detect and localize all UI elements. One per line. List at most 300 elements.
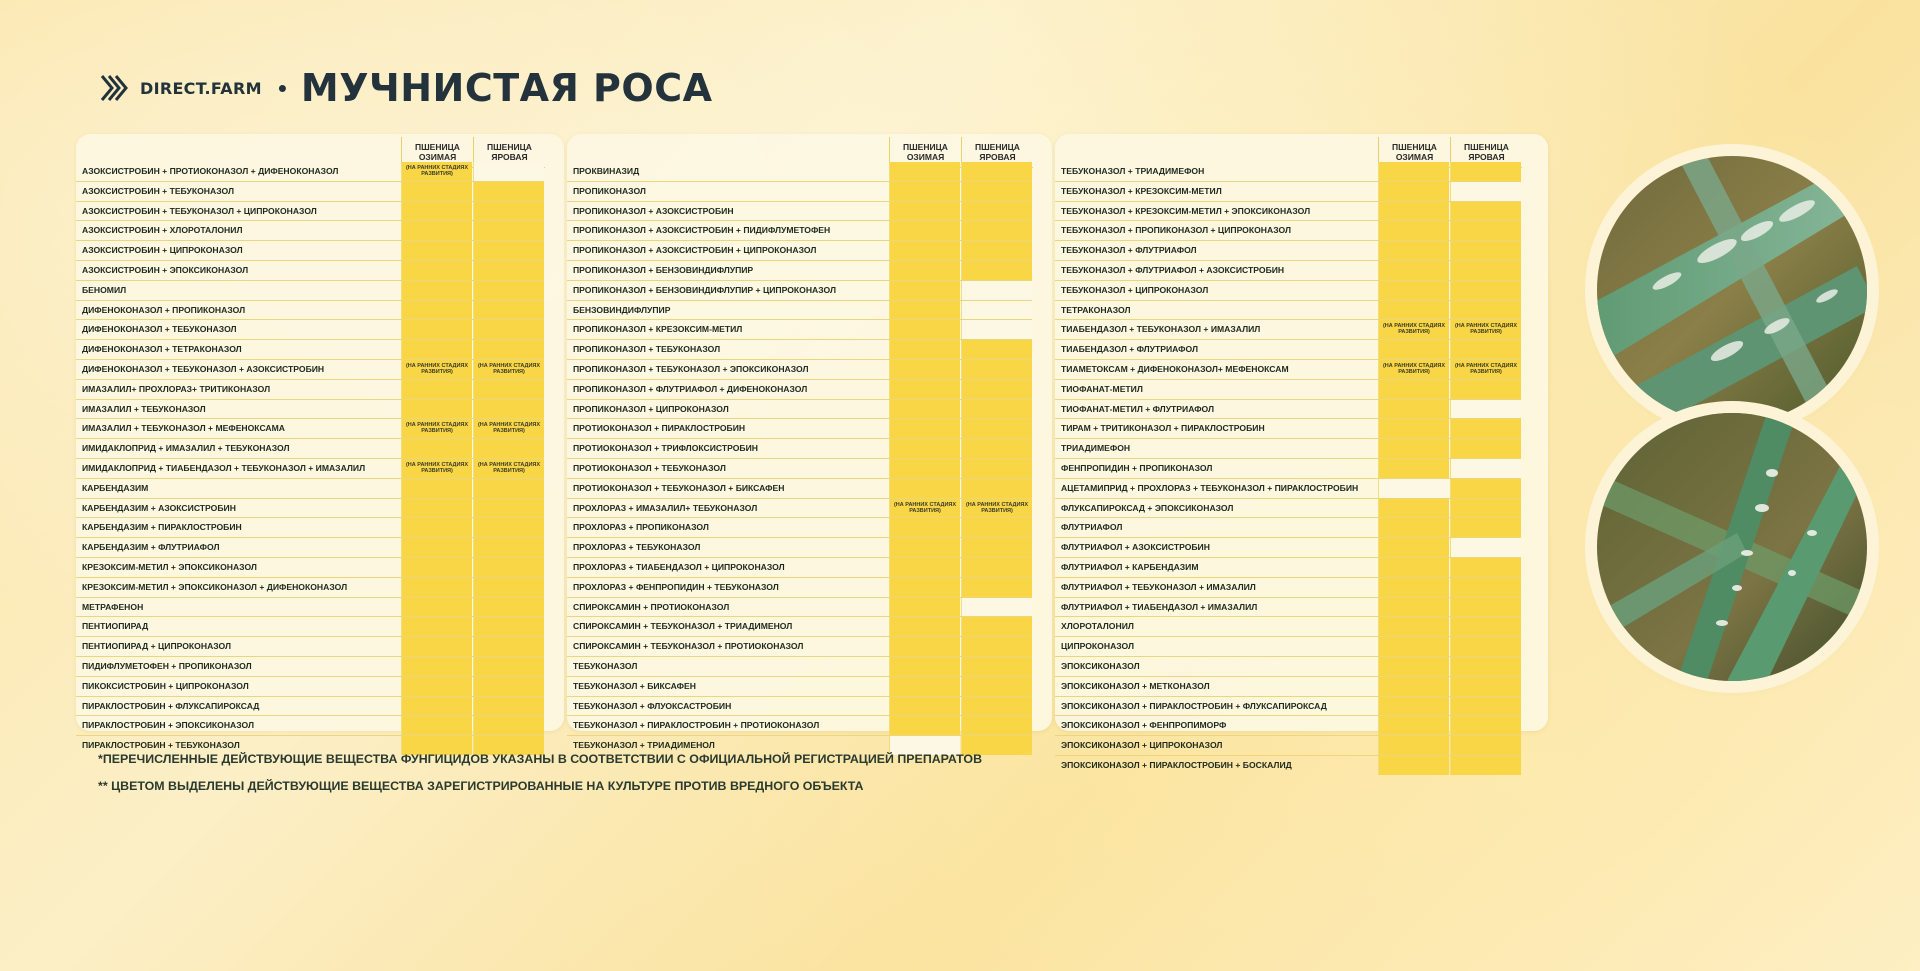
active-substance-name: ТИОФАНАТ-МЕТИЛ + ФЛУТРИАФОЛ [1061,403,1215,414]
spring-wheat-cell [961,261,1032,280]
footnotes [98,752,982,806]
spring-wheat-cell [473,697,544,716]
winter-wheat-cell [889,281,960,300]
spring-wheat-cell [1450,499,1521,518]
table-row [567,439,1032,459]
column-header-spring-wheat-line2: ЯРОВАЯ [1468,152,1505,162]
active-substance-name: АЗОКСИСТРОБИН + ЦИПРОКОНАЗОЛ [82,245,243,256]
winter-wheat-cell [401,301,472,320]
active-substance-name: ПРОПИКОНАЗОЛ + АЗОКСИСТРОБИН + ЦИПРОКОНАЗОЛ [573,245,817,256]
active-substance-name: МЕТРАФЕНОН [82,601,144,612]
active-substance-name: КАРБЕНДАЗИМ + ПИРАКЛОСТРОБИН [82,522,242,533]
spring-wheat-cell [473,380,544,399]
table-row [1055,499,1521,519]
winter-wheat-cell [401,578,472,597]
spring-wheat-cell [473,439,544,458]
winter-wheat-cell [889,677,960,696]
table-rows [76,162,544,755]
active-substance-name: ТЕБУКОНАЗОЛ + КРЕЗОКСИМ-МЕТИЛ + ЭПОКСИКОНАЗОЛ [1061,205,1311,216]
early-stage-note: (НА РАННИХ СТАДИЯХ РАЗВИТИЯ) [405,165,469,177]
table-row [1055,657,1521,677]
table-row [76,617,544,637]
spring-wheat-cell [473,419,544,438]
table-row [567,202,1032,222]
winter-wheat-cell [889,499,960,518]
spring-wheat-cell [1450,380,1521,399]
active-substance-name: ФЛУТРИАФОЛ + ТЕБУКОНАЗОЛ + ИМАЗАЛИЛ [1061,581,1256,592]
table-row [76,320,544,340]
active-substance-name: ПРОПИКОНАЗОЛ + БЕНЗОВИНДИФЛУПИР [573,264,754,275]
winter-wheat-cell [1378,716,1449,735]
active-substance-name: СПИРОКСАМИН + ТЕБУКОНАЗОЛ + ПРОТИОКОНАЗОЛ [573,641,804,652]
active-substance-name: АЗОКСИСТРОБИН + ЭПОКСИКОНАЗОЛ [82,264,249,275]
active-substance-name: ПРОПИКОНАЗОЛ + АЗОКСИСТРОБИН + ПИДИФЛУМЕТОФЕН [573,225,831,236]
spring-wheat-cell [961,459,1032,478]
active-substance-name: ДИФЕНОКОНАЗОЛ + ТЕТРАКОНАЗОЛ [82,344,242,355]
table-row [76,241,544,261]
active-substance-name: ПРОПИКОНАЗОЛ + ФЛУТРИАФОЛ + ДИФЕНОКОНАЗОЛ [573,383,808,394]
spring-wheat-cell [961,697,1032,716]
table-row [567,479,1032,499]
winter-wheat-cell [1378,380,1449,399]
winter-wheat-cell [889,558,960,577]
spring-wheat-cell [1450,162,1521,181]
active-substance-name: ФЛУТРИАФОЛ + АЗОКСИСТРОБИН [1061,542,1210,553]
winter-wheat-cell [1378,697,1449,716]
winter-wheat-cell [401,261,472,280]
spring-wheat-cell [473,182,544,201]
spring-wheat-cell [961,439,1032,458]
table-row [76,578,544,598]
winter-wheat-cell [1378,578,1449,597]
table-row [1055,241,1521,261]
footnote-registration: *ПЕРЕЧИСЛЕННЫЕ ДЕЙСТВУЮЩИЕ ВЕЩЕСТВА ФУНГИЦИДОВ УКАЗАНЫ В СООТВЕТСТВИИ С ОФИЦИАЛЬНОЙ РЕГИСТРАЦИЕЙ ПРЕПАРАТОВ [98,752,983,766]
active-substance-name: ТЕБУКОНАЗОЛ + ЦИПРОКОНАЗОЛ [1061,284,1209,295]
table-row [567,301,1032,321]
active-substance-name: КАРБЕНДАЗИМ + ФЛУТРИАФОЛ [82,542,220,553]
table-row [1055,182,1521,202]
winter-wheat-cell [1378,400,1449,419]
winter-wheat-cell [889,697,960,716]
winter-wheat-cell [889,637,960,656]
active-substance-name: ПИРАКЛОСТРОБИН + ФЛУКСАПИРОКСАД [82,700,260,711]
winter-wheat-cell [401,202,472,221]
spring-wheat-cell [1450,479,1521,498]
table-rows [1055,162,1521,775]
spring-wheat-cell [1450,518,1521,537]
spring-wheat-cell [473,716,544,735]
active-substance-name: ТИАБЕНДАЗОЛ + ТЕБУКОНАЗОЛ + ИМАЗАЛИЛ [1061,324,1261,335]
spring-wheat-cell [1450,439,1521,458]
winter-wheat-cell [889,360,960,379]
table-row [1055,340,1521,360]
table-row [1055,162,1521,182]
table-row [76,459,544,479]
table-row [567,281,1032,301]
active-substance-name: СПИРОКСАМИН + ТЕБУКОНАЗОЛ + ТРИАДИМЕНОЛ [573,621,793,632]
spring-wheat-cell [1450,340,1521,359]
spring-wheat-cell [961,677,1032,696]
winter-wheat-cell [401,598,472,617]
active-substance-name: ТИАБЕНДАЗОЛ + ФЛУТРИАФОЛ [1061,344,1199,355]
table-row [1055,261,1521,281]
table-row [567,499,1032,519]
table-row [1055,419,1521,439]
table-row [76,598,544,618]
active-substance-name: АЗОКСИСТРОБИН + ТЕБУКОНАЗОЛ [82,185,234,196]
spring-wheat-cell [961,716,1032,735]
active-substance-name: КАРБЕНДАЗИМ + АЗОКСИСТРОБИН [82,502,236,513]
active-substance-name: ЭПОКСИКОНАЗОЛ + МЕТКОНАЗОЛ [1061,680,1210,691]
active-substance-name: ЦИПРОКОНАЗОЛ [1061,641,1135,652]
winter-wheat-cell [1378,182,1449,201]
active-substance-name: ФЛУТРИАФОЛ + ТИАБЕНДАЗОЛ + ИМАЗАЛИЛ [1061,601,1258,612]
table-row [1055,459,1521,479]
column-header-spring-wheat-line1: ПШЕНИЦА [487,142,532,152]
active-substance-name: ПРОТИОКОНАЗОЛ + ПИРАКЛОСТРОБИН [573,423,746,434]
early-stage-note: (НА РАННИХ СТАДИЯХ РАЗВИТИЯ) [477,461,541,474]
table-row [567,637,1032,657]
winter-wheat-cell [889,459,960,478]
active-substance-name: ПЕНТИОПИРАД + ЦИПРОКОНАЗОЛ [82,641,232,652]
winter-wheat-cell [889,400,960,419]
winter-wheat-cell [1378,340,1449,359]
winter-wheat-cell [889,221,960,240]
column-header-winter-wheat-line1: ПШЕНИЦА [1392,142,1437,152]
table-row [567,241,1032,261]
spring-wheat-cell [1450,657,1521,676]
spring-wheat-cell [1450,221,1521,240]
fungicide-table-3 [1055,134,1548,770]
winter-wheat-cell [1378,360,1449,379]
spring-wheat-cell [961,419,1032,438]
table-row [76,301,544,321]
spring-wheat-cell [473,162,544,181]
winter-wheat-cell [1378,439,1449,458]
spring-wheat-cell [1450,241,1521,260]
active-substance-name: АЦЕТАМИПРИД + ПРОХЛОРАЗ + ТЕБУКОНАЗОЛ + ПИРАКЛОСТРОБИН [1061,482,1359,493]
spring-wheat-cell [1450,756,1521,775]
table-row [567,518,1032,538]
active-substance-name: ТЕБУКОНАЗОЛ + ПРОПИКОНАЗОЛ + ЦИПРОКОНАЗОЛ [1061,225,1291,236]
spring-wheat-cell [1450,400,1521,419]
early-stage-note: (НА РАННИХ СТАДИЯХ РАЗВИТИЯ) [1454,362,1518,375]
winter-wheat-cell [889,538,960,557]
active-substance-name: ПРОТИОКОНАЗОЛ + ТРИФЛОКСИСТРОБИН [573,443,758,454]
spring-wheat-cell [961,617,1032,636]
winter-wheat-cell [889,518,960,537]
early-stage-note: (НА РАННИХ СТАДИЯХ РАЗВИТИЯ) [477,362,541,375]
active-substance-name: ПИРАКЛОСТРОБИН + ЭПОКСИКОНАЗОЛ [82,720,254,731]
winter-wheat-cell [1378,657,1449,676]
active-substance-name: ПРОКВИНАЗИД [573,166,640,176]
table-row [567,162,1032,182]
fungicide-table-2 [567,134,1052,751]
spring-wheat-cell [1450,360,1521,379]
active-substance-name: ТЕБУКОНАЗОЛ + ТРИАДИМЕНОЛ [573,740,715,751]
winter-wheat-cell [401,479,472,498]
table-row [567,400,1032,420]
table-row [567,558,1032,578]
active-substance-name: АЗОКСИСТРОБИН + ХЛОРОТАЛОНИЛ [82,225,243,236]
active-substance-name: ДИФЕНОКОНАЗОЛ + ТЕБУКОНАЗОЛ + АЗОКСИСТРОБИН [82,363,325,374]
spring-wheat-cell [473,558,544,577]
active-substance-name: КРЕЗОКСИМ-МЕТИЛ + ЭПОКСИКОНАЗОЛ [82,561,257,572]
active-substance-name: АЗОКСИСТРОБИН + ТЕБУКОНАЗОЛ + ЦИПРОКОНАЗОЛ [82,205,317,216]
spring-wheat-cell [473,400,544,419]
winter-wheat-cell [1378,459,1449,478]
winter-wheat-cell [1378,756,1449,775]
winter-wheat-cell [889,202,960,221]
table-row [76,221,544,241]
table-row [1055,439,1521,459]
winter-wheat-cell [1378,281,1449,300]
table-row [567,360,1032,380]
winter-wheat-cell [401,558,472,577]
spring-wheat-cell [961,657,1032,676]
table-row [1055,637,1521,657]
active-substance-name: БЕНЗОВИНДИФЛУПИР [573,304,671,315]
winter-wheat-cell [1378,499,1449,518]
spring-wheat-cell [1450,617,1521,636]
spring-wheat-cell [1450,320,1521,339]
table-row [567,578,1032,598]
active-substance-name: ПРОТИОКОНАЗОЛ + ТЕБУКОНАЗОЛ [573,462,726,473]
spring-wheat-cell [961,400,1032,419]
table-row [1055,380,1521,400]
column-header-winter-wheat-line2: ОЗИМАЯ [418,152,457,162]
winter-wheat-cell [401,518,472,537]
spring-wheat-cell [961,479,1032,498]
active-substance-name: ТИАМЕТОКСАМ + ДИФЕНОКОНАЗОЛ+ МЕФЕНОКСАМ [1061,363,1289,374]
spring-wheat-cell [473,241,544,260]
brand-logo[interactable] [100,73,262,103]
winter-wheat-cell [1378,202,1449,221]
spring-wheat-cell [1450,459,1521,478]
table-row [76,479,544,499]
spring-wheat-cell [473,617,544,636]
winter-wheat-cell [1378,221,1449,240]
table-row [76,657,544,677]
active-substance-name: ФЕНПРОПИДИН + ПРОПИКОНАЗОЛ [1061,462,1213,473]
spring-wheat-cell [473,202,544,221]
table-row [567,617,1032,637]
winter-wheat-cell [889,241,960,260]
early-stage-note: (НА РАННИХ СТАДИЯХ РАЗВИТИЯ) [405,362,469,375]
table-row [567,419,1032,439]
winter-wheat-cell [1378,736,1449,755]
spring-wheat-cell [473,360,544,379]
spring-wheat-cell [961,380,1032,399]
spring-wheat-cell [1450,301,1521,320]
winter-wheat-cell [401,281,472,300]
winter-wheat-cell [889,598,960,617]
spring-wheat-cell [1450,538,1521,557]
table-row [1055,400,1521,420]
spring-wheat-cell [961,301,1032,320]
early-stage-note: (НА РАННИХ СТАДИЯХ РАЗВИТИЯ) [965,501,1029,514]
winter-wheat-cell [401,241,472,260]
spring-wheat-cell [473,301,544,320]
spring-wheat-cell [961,578,1032,597]
winter-wheat-cell [1378,419,1449,438]
active-substance-name: ПИКОКСИСТРОБИН + ЦИПРОКОНАЗОЛ [82,680,249,691]
table-row [76,538,544,558]
winter-wheat-cell [889,340,960,359]
table-row [567,697,1032,717]
table-row [1055,598,1521,618]
winter-wheat-cell [401,162,472,181]
table-row [76,360,544,380]
winter-wheat-cell [1378,558,1449,577]
table-row [76,340,544,360]
active-substance-name: ИМАЗАЛИЛ+ ПРОХЛОРАЗ+ ТРИТИКОНАЗОЛ [82,383,271,394]
active-substance-name: ИМАЗАЛИЛ + ТЕБУКОНАЗОЛ [82,403,206,414]
winter-wheat-cell [401,182,472,201]
spring-wheat-cell [473,578,544,597]
table-row [1055,697,1521,717]
winter-wheat-cell [401,340,472,359]
active-substance-name: ТЕБУКОНАЗОЛ + ФЛУТРИАФОЛ [1061,245,1197,256]
footnote-color-legend: ** ЦВЕТОМ ВЫДЕЛЕНЫ ДЕЙСТВУЮЩИЕ ВЕЩЕСТВА ЗАРЕГИСТРИРОВАННЫЕ НА КУЛЬТУРЕ ПРОТИВ ВРЕДНОГО ОБЪЕКТА [98,779,864,793]
winter-wheat-cell [401,716,472,735]
spring-wheat-cell [961,221,1032,240]
winter-wheat-cell [401,499,472,518]
winter-wheat-cell [889,261,960,280]
winter-wheat-cell [889,301,960,320]
spring-wheat-cell [961,340,1032,359]
active-substance-name: ПРОПИКОНАЗОЛ + ТЕБУКОНАЗОЛ + ЭПОКСИКОНАЗОЛ [573,363,809,374]
table-row [567,221,1032,241]
table-row [76,558,544,578]
winter-wheat-cell [1378,301,1449,320]
spring-wheat-cell [473,221,544,240]
winter-wheat-cell [889,162,960,181]
active-substance-name: ПИРАКЛОСТРОБИН + ТЕБУКОНАЗОЛ [82,740,240,751]
spring-wheat-cell [1450,182,1521,201]
winter-wheat-cell [889,380,960,399]
table-row [567,182,1032,202]
winter-wheat-cell [1378,320,1449,339]
table-row [1055,736,1521,756]
winter-wheat-cell [889,716,960,735]
table-row [76,499,544,519]
table-row [1055,221,1521,241]
spring-wheat-cell [473,340,544,359]
spring-wheat-cell [961,360,1032,379]
column-header-spring-wheat-line1: ПШЕНИЦА [975,142,1020,152]
wheat-leaf-photo-bottom [1597,413,1867,681]
winter-wheat-cell [1378,677,1449,696]
active-substance-name: КАРБЕНДАЗИМ [82,482,149,493]
winter-wheat-cell [401,657,472,676]
table-row [76,162,544,182]
winter-wheat-cell [889,617,960,636]
table-row [567,340,1032,360]
column-header-winter-wheat-line2: ОЗИМАЯ [906,152,945,162]
table-rows [567,162,1032,755]
wheat-leaf-photo-top [1597,156,1867,424]
table-row [1055,360,1521,380]
column-header-winter-wheat-line2: ОЗИМАЯ [1395,152,1434,162]
winter-wheat-cell [401,221,472,240]
spring-wheat-cell [1450,736,1521,755]
early-stage-note: (НА РАННИХ СТАДИЯХ РАЗВИТИЯ) [893,501,957,514]
table-row [76,419,544,439]
winter-wheat-cell [889,657,960,676]
table-row [1055,716,1521,736]
active-substance-name: БЕНОМИЛ [82,284,127,295]
active-substance-name: ПРОТИОКОНАЗОЛ + ТЕБУКОНАЗОЛ + БИКСАФЕН [573,482,785,493]
early-stage-note: (НА РАННИХ СТАДИЯХ РАЗВИТИЯ) [1382,362,1446,375]
active-substance-name: ИМИДАКЛОПРИД + ТИАБЕНДАЗОЛ + ТЕБУКОНАЗОЛ + ИМАЗАЛИЛ [82,462,366,473]
spring-wheat-cell [473,677,544,696]
table-row [1055,538,1521,558]
spring-wheat-cell [1450,261,1521,280]
table-row [567,677,1032,697]
winter-wheat-cell [401,637,472,656]
spring-wheat-cell [1450,716,1521,735]
spring-wheat-cell [473,538,544,557]
winter-wheat-cell [401,320,472,339]
spring-wheat-cell [1450,677,1521,696]
page-title: МУЧНИСТАЯ РОСА [300,66,713,110]
column-header-winter-wheat-line1: ПШЕНИЦА [903,142,948,152]
table-row [76,677,544,697]
table-row [567,320,1032,340]
spring-wheat-cell [1450,637,1521,656]
active-substance-name: ДИФЕНОКОНАЗОЛ + ТЕБУКОНАЗОЛ [82,324,237,335]
active-substance-name: ПРОХЛОРАЗ + ТИАБЕНДАЗОЛ + ЦИПРОКОНАЗОЛ [573,561,785,572]
spring-wheat-cell [473,479,544,498]
table-row [567,261,1032,281]
winter-wheat-cell [889,439,960,458]
active-substance-name: ПРОХЛОРАЗ + ИМАЗАЛИЛ+ ТЕБУКОНАЗОЛ [573,502,758,513]
active-substance-name: ПРОПИКОНАЗОЛ [573,185,646,196]
table-row [76,400,544,420]
spring-wheat-cell [473,281,544,300]
winter-wheat-cell [1378,637,1449,656]
table-row [76,697,544,717]
active-substance-name: ЭПОКСИКОНАЗОЛ + ФЕНПРОПИМОРФ [1061,720,1227,731]
winter-wheat-cell [1378,617,1449,636]
winter-wheat-cell [401,400,472,419]
spring-wheat-cell [473,637,544,656]
spring-wheat-cell [1450,281,1521,300]
spring-wheat-cell [473,459,544,478]
active-substance-name: ПРОПИКОНАЗОЛ + ЦИПРОКОНАЗОЛ [573,403,729,414]
spring-wheat-cell [473,598,544,617]
spring-wheat-cell [961,281,1032,300]
spring-wheat-cell [473,261,544,280]
spring-wheat-cell [1450,578,1521,597]
winter-wheat-cell [401,360,472,379]
spring-wheat-cell [1450,558,1521,577]
active-substance-name: ПРОПИКОНАЗОЛ + КРЕЗОКСИМ-МЕТИЛ [573,324,743,335]
spring-wheat-cell [473,499,544,518]
spring-wheat-cell [961,558,1032,577]
spring-wheat-cell [961,162,1032,181]
table-row [1055,617,1521,637]
table-row [1055,301,1521,321]
winter-wheat-cell [1378,162,1449,181]
spring-wheat-cell [1450,419,1521,438]
table-row [1055,677,1521,697]
winter-wheat-cell [401,459,472,478]
table-row [1055,202,1521,222]
spring-wheat-cell [1450,202,1521,221]
active-substance-name: ПРОПИКОНАЗОЛ + ТЕБУКОНАЗОЛ [573,344,721,355]
